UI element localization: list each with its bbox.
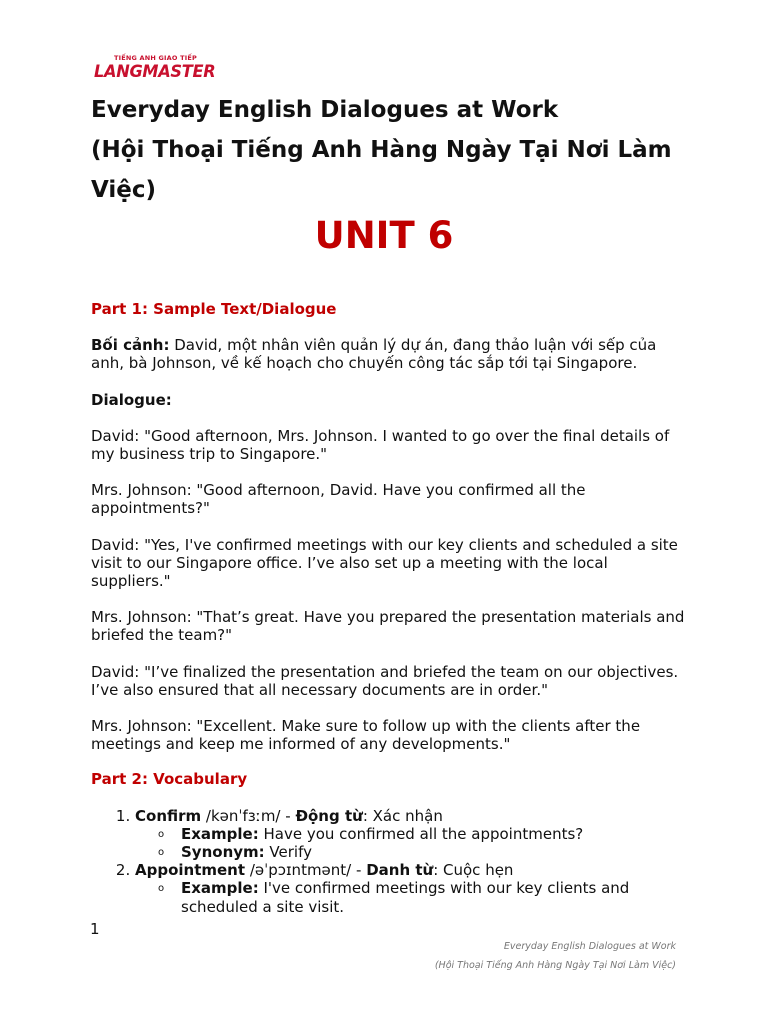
- dialogue-line: David: "Good afternoon, Mrs. Johnson. I wanted to go over the final details of my business trip to Singapore.": [91, 426, 670, 464]
- example-label: Example:: [181, 824, 259, 843]
- vocab-details: [135, 879, 691, 915]
- vocab-meaning: : Xác nhận: [362, 806, 443, 825]
- vocab-word: Confirm: [135, 806, 202, 825]
- vocab-ipa: /kənˈfɜːm/ -: [201, 806, 296, 825]
- vocab-details: [135, 825, 691, 861]
- vocab-example: [158, 879, 691, 916]
- title-line-2: (Hội Thoại Tiếng Anh Hàng Ngày Tại Nơi Làm Việc): [91, 137, 672, 203]
- dialogue-line: Mrs. Johnson: "Excellent. Make sure to follow up with the clients after the meetings and keep me informed of any developments.": [91, 717, 641, 754]
- logo-wordmark: LANGMASTER: [94, 62, 216, 82]
- unit-heading: UNIT 6: [314, 214, 454, 257]
- vocabulary-list: [91, 807, 691, 916]
- dialogue-label: Dialogue:: [91, 390, 172, 409]
- vocab-ipa: /əˈpɔɪntmənt/ -: [245, 861, 367, 880]
- part1-heading: Part 1: Sample Text/Dialogue: [91, 300, 337, 318]
- document-body: [91, 300, 691, 916]
- context-paragraph: [91, 336, 691, 372]
- example-text: Have you confirmed all the appointments?: [258, 824, 584, 843]
- langmaster-logo: [92, 54, 222, 84]
- vocab-item: [135, 861, 691, 916]
- logo-tagline: TIẾNG ANH GIAO TIẾP: [114, 54, 197, 62]
- context-label: Bối cảnh:: [91, 336, 170, 355]
- dialogue-line: Mrs. Johnson: "That’s great. Have you prepared the presentation materials and briefed the team?": [91, 608, 685, 645]
- footer-line-2: (Hội Thoại Tiếng Anh Hàng Ngày Tại Nơi Làm Việc): [434, 960, 676, 971]
- page-footer: [435, 937, 676, 975]
- bullet-icon: o: [158, 883, 165, 895]
- context-text: David, một nhân viên quản lý dự án, đang thảo luận với sếp của anh, bà Johnson, về kế hoạch cho chuyến công tác sắp tới tại Singapore.: [91, 336, 657, 373]
- dialogue-line: David: "I’ve finalized the presentation and briefed the team on our objectives. I’ve also ensured that all necessary documents are in order.": [91, 662, 679, 699]
- example-label: Example:: [181, 879, 259, 898]
- part2-heading: Part 2: Vocabulary: [91, 770, 248, 789]
- vocab-word: Appointment: [135, 861, 246, 880]
- vocab-pos: Động từ: [295, 806, 363, 825]
- vocab-meaning: : Cuộc hẹn: [433, 861, 514, 880]
- vocab-item: [135, 807, 691, 862]
- page-number: 1: [90, 920, 100, 938]
- vocab-pos: Danh từ: [366, 861, 434, 880]
- bullet-icon: o: [158, 828, 165, 840]
- title-line-1: Everyday English Dialogues at Work: [91, 97, 559, 123]
- vocab-example: [158, 824, 691, 843]
- dialogue-line: David: "Yes, I've confirmed meetings with our key clients and scheduled a site visit to our Singapore office. I’ve also set up a meeting with the local suppliers.": [91, 535, 678, 591]
- dialogue-line: Mrs. Johnson: "Good afternoon, David. Have you confirmed all the appointments?": [91, 481, 586, 518]
- document-title: [91, 90, 691, 210]
- synonym-text: Verify: [264, 843, 312, 862]
- synonym-label: Synonym:: [181, 843, 265, 862]
- footer-line-1: Everyday English Dialogues at Work: [503, 941, 676, 952]
- example-text: I've confirmed meetings with our key clients and scheduled a site visit.: [181, 879, 630, 916]
- vocab-synonym: [158, 843, 691, 862]
- bullet-icon: o: [158, 847, 165, 859]
